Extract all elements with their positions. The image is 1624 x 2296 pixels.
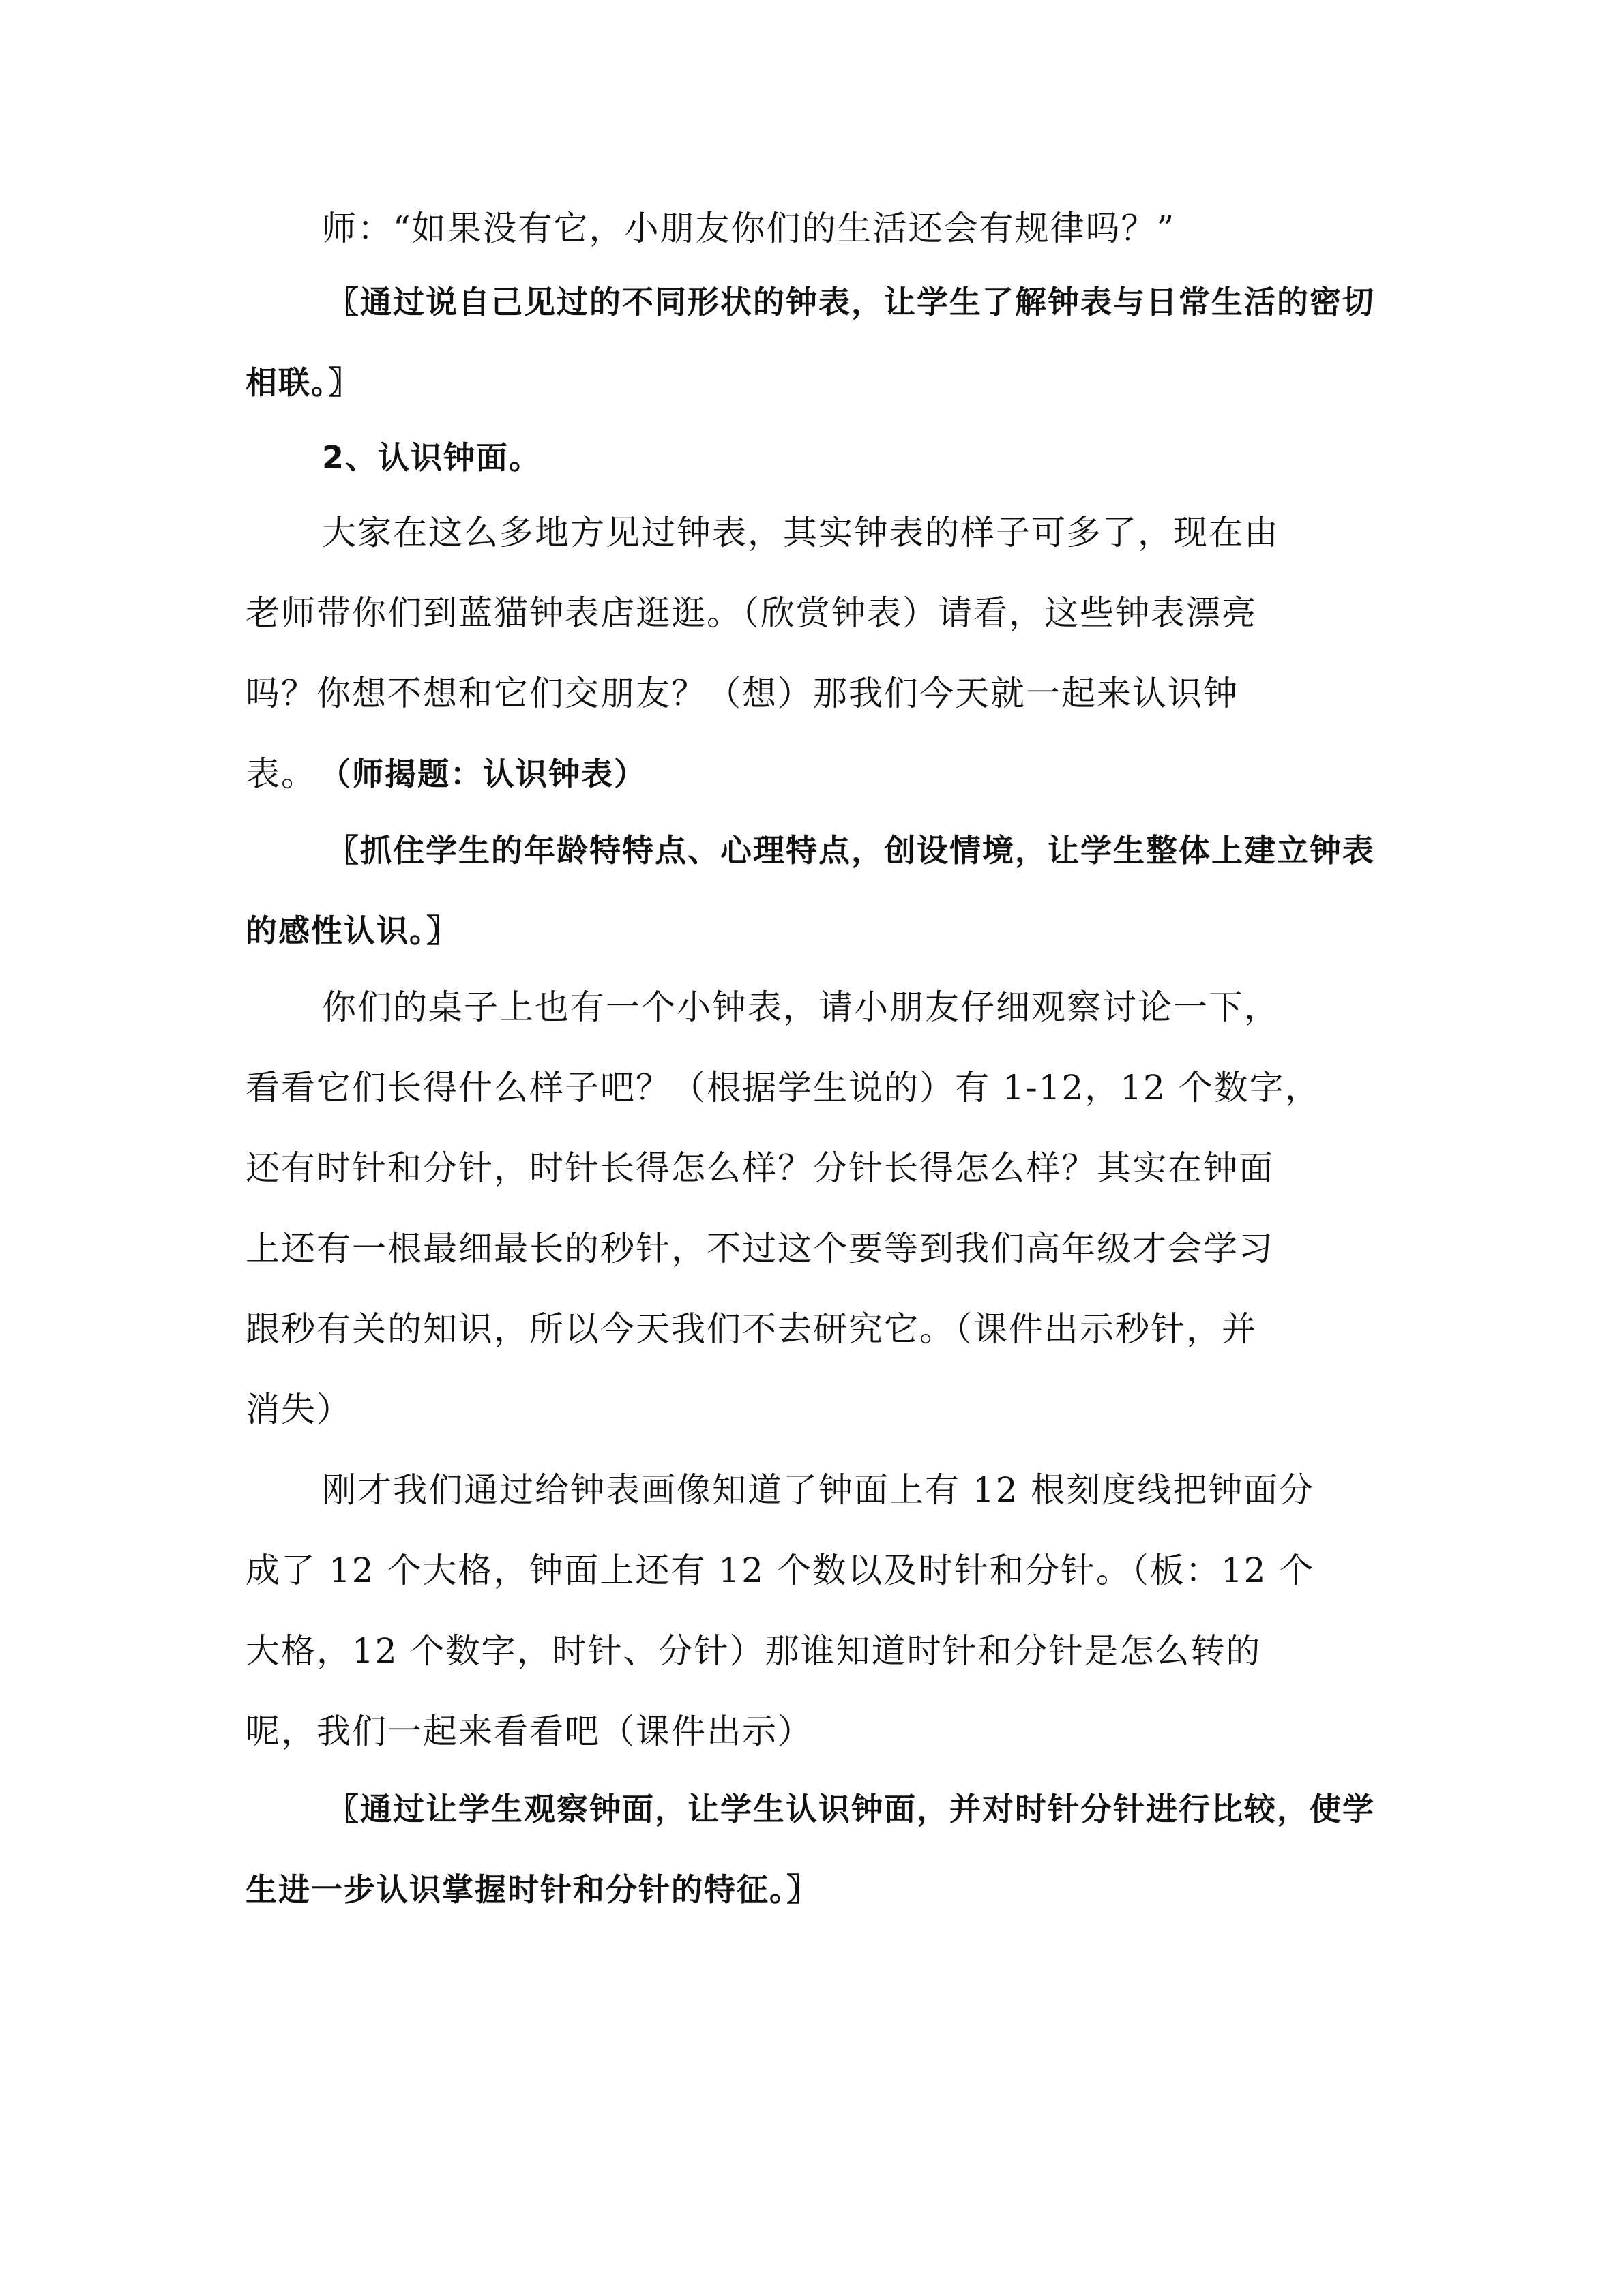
paragraph-3-line-2: 成了 12 个大格，钟面上还有 12 个数以及时针和分针。（板：12 个 [246, 1551, 1315, 1590]
paragraph-teacher-question: 师：“如果没有它，小朋友你们的生活还会有规律吗？” [322, 209, 1176, 248]
paragraph-1-topic-reveal: （师揭题：认识钟表） [319, 756, 647, 792]
annotation-note-1-line-2: 相联。〗 [246, 364, 361, 401]
paragraph-1-line-3: 吗？你想不想和它们交朋友？（想）那我们今天就一起来认识钟 [246, 674, 1239, 713]
paragraph-2-line-6: 消失） [246, 1390, 352, 1429]
paragraph-2-line-1: 你们的桌子上也有一个小钟表，请小朋友仔细观察讨论一下， [322, 987, 1280, 1027]
paragraph-1-line-2: 老师带你们到蓝猫钟表店逛逛。（欣赏钟表）请看，这些钟表漂亮 [246, 593, 1257, 633]
annotation-note-2-line-1: 〖抓住学生的年龄特特点、心理特点，创设情境，让学生整体上建立钟表 [327, 832, 1375, 869]
paragraph-2-line-4: 上还有一根最细最长的秒针，不过这个要等到我们高年级才会学习 [246, 1229, 1274, 1268]
annotation-note-3-line-1: 〖通过让学生观察钟面，让学生认识钟面，并对时针分针进行比较，使学 [327, 1791, 1375, 1828]
paragraph-2-line-3: 还有时针和分针，时针长得怎么样？分针长得怎么样？其实在钟面 [246, 1148, 1274, 1188]
paragraph-2-line-2: 看看它们长得什么样子吧？（根据学生说的）有 1-12，12 个数字， [246, 1068, 1320, 1107]
annotation-note-1-line-1: 〖通过说自己见过的不同形状的钟表，让学生了解钟表与日常生活的密切 [327, 284, 1375, 320]
section-heading: 2、认识钟面。 [322, 439, 542, 476]
paragraph-2-line-5: 跟秒有关的知识，所以今天我们不去研究它。（课件出示秒针，并 [246, 1309, 1257, 1349]
annotation-note-3-line-2: 生进一步认识掌握时针和分针的特征。〗 [246, 1871, 819, 1908]
paragraph-3-line-4: 呢，我们一起来看看吧（课件出示） [246, 1712, 813, 1751]
paragraph-1-line-1: 大家在这么多地方见过钟表，其实钟表的样子可多了，现在由 [322, 513, 1280, 552]
paragraph-3-line-3: 大格，12 个数字，时针、分针）那谁知道时针和分针是怎么转的 [246, 1631, 1262, 1671]
annotation-note-2-line-2: 的感性认识。〗 [246, 912, 459, 949]
paragraph-3-line-1: 刚才我们通过给钟表画像知道了钟面上有 12 根刻度线把钟面分 [322, 1470, 1315, 1510]
paragraph-1-line-4: 表。 [246, 754, 316, 794]
